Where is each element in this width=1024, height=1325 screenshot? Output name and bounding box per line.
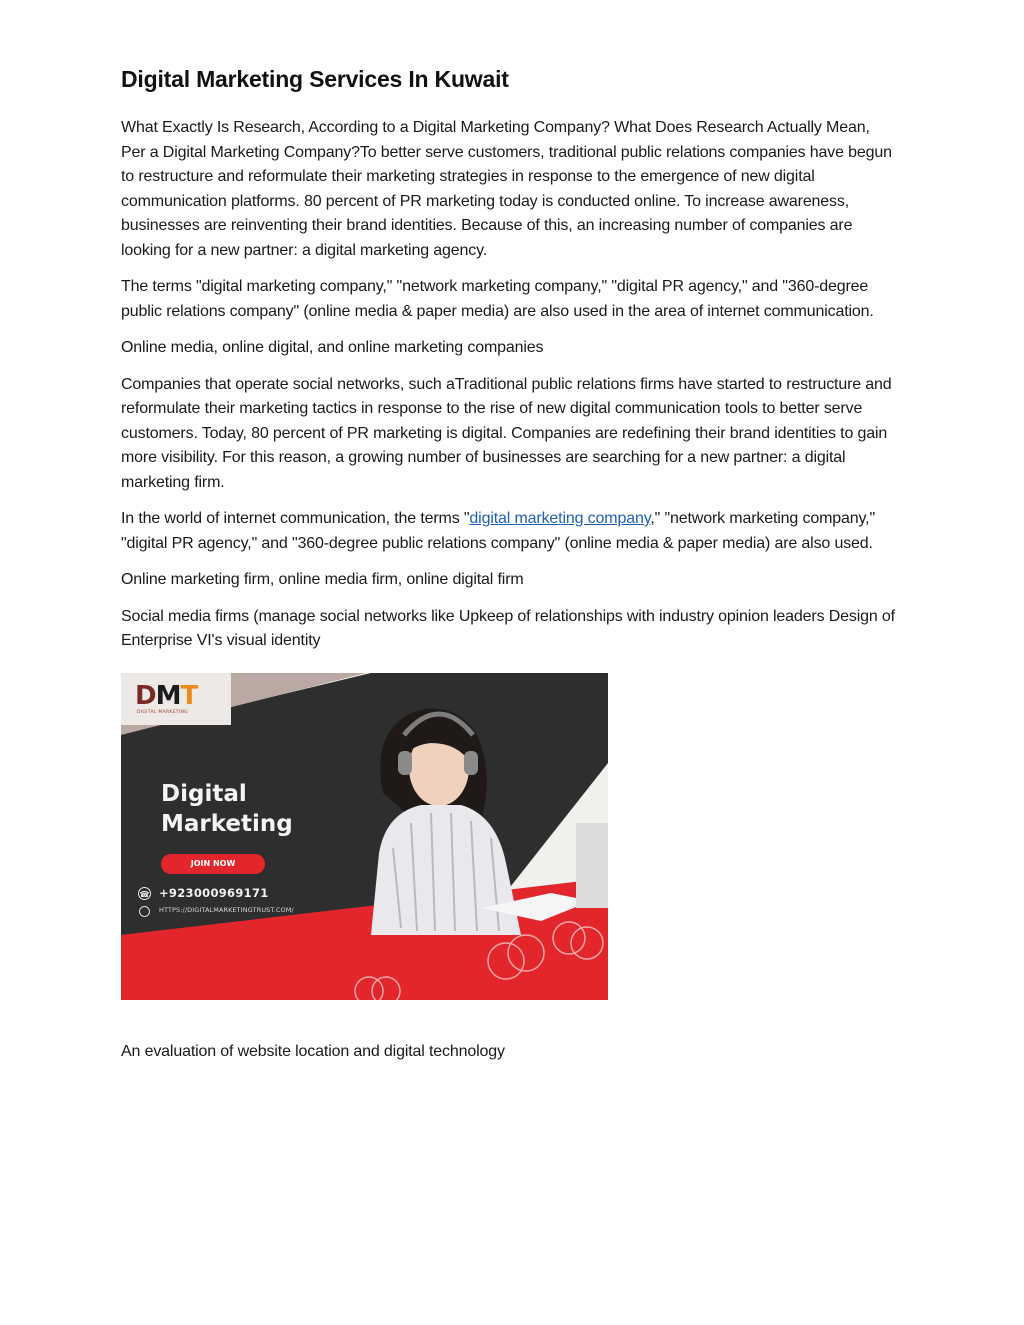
paragraph-social-networks: Companies that operate social networks, such aTraditional public relations firms have started to restructure and reformulate their marketing tactics in response to the rise of new digital communication tools to better serve customers. Today, 80 percent of PR marketing is digital. Companies are redefining their brand identities to gain more visibility. For this reason, a growing number of businesses are searching for a new partner: a digital marketing firm. xyxy=(121,375,892,491)
paragraph-online-companies: Online media, online digital, and online marketing companies xyxy=(121,339,544,356)
banner-website: HTTPS://DIGITALMARKETINGTRUST.COM/ xyxy=(159,905,294,914)
paragraph-internet-communication xyxy=(121,507,896,556)
banner-headline-line2: Marketing xyxy=(161,810,293,837)
paragraph-online-firms: Online marketing firm, online media firm, online digital firm xyxy=(121,571,524,588)
join-now-button: JOIN NOW xyxy=(161,854,265,874)
paragraph-terms: The terms "digital marketing company," "network marketing company," "digital PR agency," and "360-degree public relations company" (online media & paper media) are also used in the area of internet communication. xyxy=(121,278,874,320)
dmt-logo-tagline: DIGITAL MARKETING xyxy=(137,709,188,715)
banner-phone-number: +923000969171 xyxy=(159,885,269,900)
paragraph-text-before-link: In the world of internet communication, the terms " xyxy=(121,510,470,527)
paragraph-intro: What Exactly Is Research, According to a Digital Marketing Company? What Does Research Actually Mean, Per a Digital Marketing Company?To better serve customers, traditional public relations companies have begun to restructure and reformulate their marketing strategies in response to the emergence of new digital communication platforms. 80 percent of PR marketing today is conducted online. To increase awareness, businesses are reinventing their brand identities. Because of this, an increasing number of companies are looking for a new partner: a digital marketing agency. xyxy=(121,119,892,259)
banner-headline xyxy=(161,779,293,839)
banner-headline-line1: Digital xyxy=(161,780,247,807)
paragraph-text-after-link: ," "network marketing company," "digital PR agency," and "360-degree public relations company" (online media & paper media) are also used. xyxy=(121,510,875,552)
digital-marketing-banner-image xyxy=(121,673,608,1000)
digital-marketing-company-link[interactable]: digital marketing company xyxy=(469,510,651,527)
document-body xyxy=(121,62,896,1076)
page-title: Digital Marketing Services In Kuwait xyxy=(121,66,509,92)
paragraph-social-media-firms: Social media firms (manage social networks like Upkeep of relationships with industry opinion leaders Design of Enterprise VI's visual identity xyxy=(121,607,895,649)
dmt-logo: DMT xyxy=(135,680,198,711)
paragraph-website-evaluation: An evaluation of website location and digital technology xyxy=(121,1042,505,1060)
phone-icon: ☎ xyxy=(138,887,151,900)
globe-icon xyxy=(139,906,150,917)
